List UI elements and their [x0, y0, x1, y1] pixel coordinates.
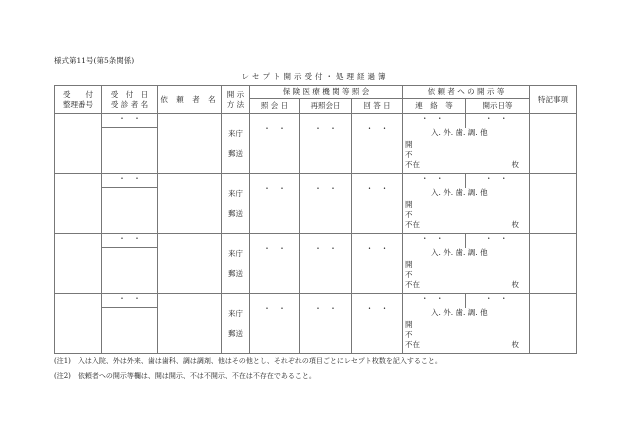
receipt-date-cell[interactable] — [102, 174, 158, 234]
receipt-date-cell[interactable] — [102, 234, 158, 294]
patient-name — [102, 308, 157, 353]
header-method: 開 示 方 法 — [222, 86, 250, 114]
disclosure-date: ・ ・ — [485, 114, 508, 123]
receipt-date: ・ ・ — [102, 234, 157, 248]
receipt-no-cell[interactable] — [55, 174, 102, 234]
method-mail: 郵送 — [228, 148, 243, 158]
category-labels: 入. 外. 歯. 調. 他 — [431, 188, 488, 197]
method-cell[interactable] — [222, 114, 250, 174]
disclosure-cell[interactable] — [403, 174, 530, 234]
disclosure-date: ・ ・ — [485, 234, 508, 243]
patient-name — [102, 248, 157, 293]
receipt-no-cell[interactable] — [55, 114, 102, 174]
receipt-no-cell[interactable] — [55, 294, 102, 354]
requester-cell[interactable] — [158, 294, 222, 354]
receipt-date: ・ ・ — [102, 294, 157, 308]
receipt-no-cell[interactable] — [55, 234, 102, 294]
absent-label: 不在 — [405, 220, 420, 229]
category-labels: 入. 外. 歯. 調. 他 — [431, 308, 488, 317]
answer-date-cell[interactable]: ・ ・ — [352, 174, 403, 234]
disclosure-date: ・ ・ — [485, 174, 508, 183]
open-label: 開 — [405, 140, 413, 149]
not-label: 不 — [405, 210, 413, 219]
table-row — [55, 174, 577, 234]
disclosure-cell[interactable] — [403, 234, 530, 294]
table-row — [55, 234, 577, 294]
category-labels: 入. 外. 歯. 調. 他 — [431, 248, 488, 257]
receipt-date: ・ ・ — [102, 114, 157, 128]
sheets-label: 枚 — [511, 280, 519, 289]
note-2: (注2) 依頼者への開示等欄は、開は開示、不は不開示、不在は不存在であること。 — [54, 372, 316, 380]
page-title: レセプト開示受付・処理経過簿 — [241, 72, 389, 81]
answer-date-cell[interactable]: ・ ・ — [352, 114, 403, 174]
method-cell[interactable] — [222, 234, 250, 294]
header-disclosure: 依 頼 者 へ の 開 示 等 — [403, 86, 530, 99]
header-receipt-date: 受 付 日 受 診 者 名 — [102, 86, 158, 114]
category-labels: 入. 外. 歯. 調. 他 — [431, 128, 488, 137]
header-contact: 連 絡 等 — [403, 99, 466, 114]
answer-date-cell[interactable]: ・ ・ — [352, 234, 403, 294]
requester-cell[interactable] — [158, 234, 222, 294]
contact-date: ・ ・ — [421, 234, 444, 243]
receipt-date-cell[interactable] — [102, 114, 158, 174]
table-row — [55, 294, 577, 354]
contact-date: ・ ・ — [421, 294, 444, 303]
open-label: 開 — [405, 320, 413, 329]
header-inquiry-date: 照 会 日 — [250, 99, 300, 114]
method-mail: 郵送 — [228, 208, 243, 218]
sheets-label: 枚 — [511, 160, 519, 169]
requester-cell[interactable] — [158, 114, 222, 174]
method-mail: 郵送 — [228, 268, 243, 278]
open-label: 開 — [405, 200, 413, 209]
not-label: 不 — [405, 270, 413, 279]
remarks-cell[interactable] — [530, 174, 577, 234]
remarks-cell[interactable] — [530, 234, 577, 294]
disclosure-date: ・ ・ — [485, 294, 508, 303]
table-row — [55, 114, 577, 174]
method-visit: 来庁 — [228, 188, 243, 198]
patient-name — [102, 188, 157, 233]
header-inquiry: 保 険 医 療 機 関 等 照 会 — [250, 86, 403, 99]
remarks-cell[interactable] — [530, 114, 577, 174]
form-number: 様式第11号(第5条関係) — [54, 56, 135, 65]
not-label: 不 — [405, 150, 413, 159]
inquiry-date-cell[interactable]: ・ ・ — [250, 234, 300, 294]
method-cell[interactable] — [222, 294, 250, 354]
header-disclosure-date: 開示日等 — [466, 99, 530, 114]
disclosure-cell[interactable] — [403, 294, 530, 354]
absent-label: 不在 — [405, 280, 420, 289]
answer-date-cell[interactable]: ・ ・ — [352, 294, 403, 354]
method-visit: 来庁 — [228, 248, 243, 258]
method-visit: 来庁 — [228, 308, 243, 318]
header-answer-date: 回 答 日 — [352, 99, 403, 114]
inquiry-date-cell[interactable]: ・ ・ — [250, 294, 300, 354]
open-label: 開 — [405, 260, 413, 269]
remarks-cell[interactable] — [530, 294, 577, 354]
receipt-log-table — [54, 85, 577, 354]
reinquiry-date-cell[interactable]: ・ ・ — [300, 294, 352, 354]
not-label: 不 — [405, 330, 413, 339]
contact-date: ・ ・ — [421, 114, 444, 123]
method-cell[interactable] — [222, 174, 250, 234]
receipt-date: ・ ・ — [102, 174, 157, 188]
header-reinquiry-date: 再照会日 — [300, 99, 352, 114]
absent-label: 不在 — [405, 340, 420, 349]
sheets-label: 枚 — [511, 340, 519, 349]
header-receipt-no: 受 付 整理番号 — [55, 86, 102, 114]
receipt-date-cell[interactable] — [102, 294, 158, 354]
requester-cell[interactable] — [158, 174, 222, 234]
header-remarks: 特記事項 — [530, 86, 577, 114]
disclosure-cell[interactable] — [403, 114, 530, 174]
absent-label: 不在 — [405, 160, 420, 169]
method-mail: 郵送 — [228, 328, 243, 338]
reinquiry-date-cell[interactable]: ・ ・ — [300, 114, 352, 174]
patient-name — [102, 128, 157, 173]
inquiry-date-cell[interactable]: ・ ・ — [250, 174, 300, 234]
reinquiry-date-cell[interactable]: ・ ・ — [300, 174, 352, 234]
contact-date: ・ ・ — [421, 174, 444, 183]
sheets-label: 枚 — [511, 220, 519, 229]
reinquiry-date-cell[interactable]: ・ ・ — [300, 234, 352, 294]
note-1: (注1) 入は入院、外は外来、歯は歯科、調は調剤、他はその他とし、それぞれの項目ごとにレセプト枚数を記入すること。 — [54, 357, 442, 365]
header-requester: 依 頼 者 名 — [158, 86, 222, 114]
inquiry-date-cell[interactable]: ・ ・ — [250, 114, 300, 174]
method-visit: 来庁 — [228, 128, 243, 138]
